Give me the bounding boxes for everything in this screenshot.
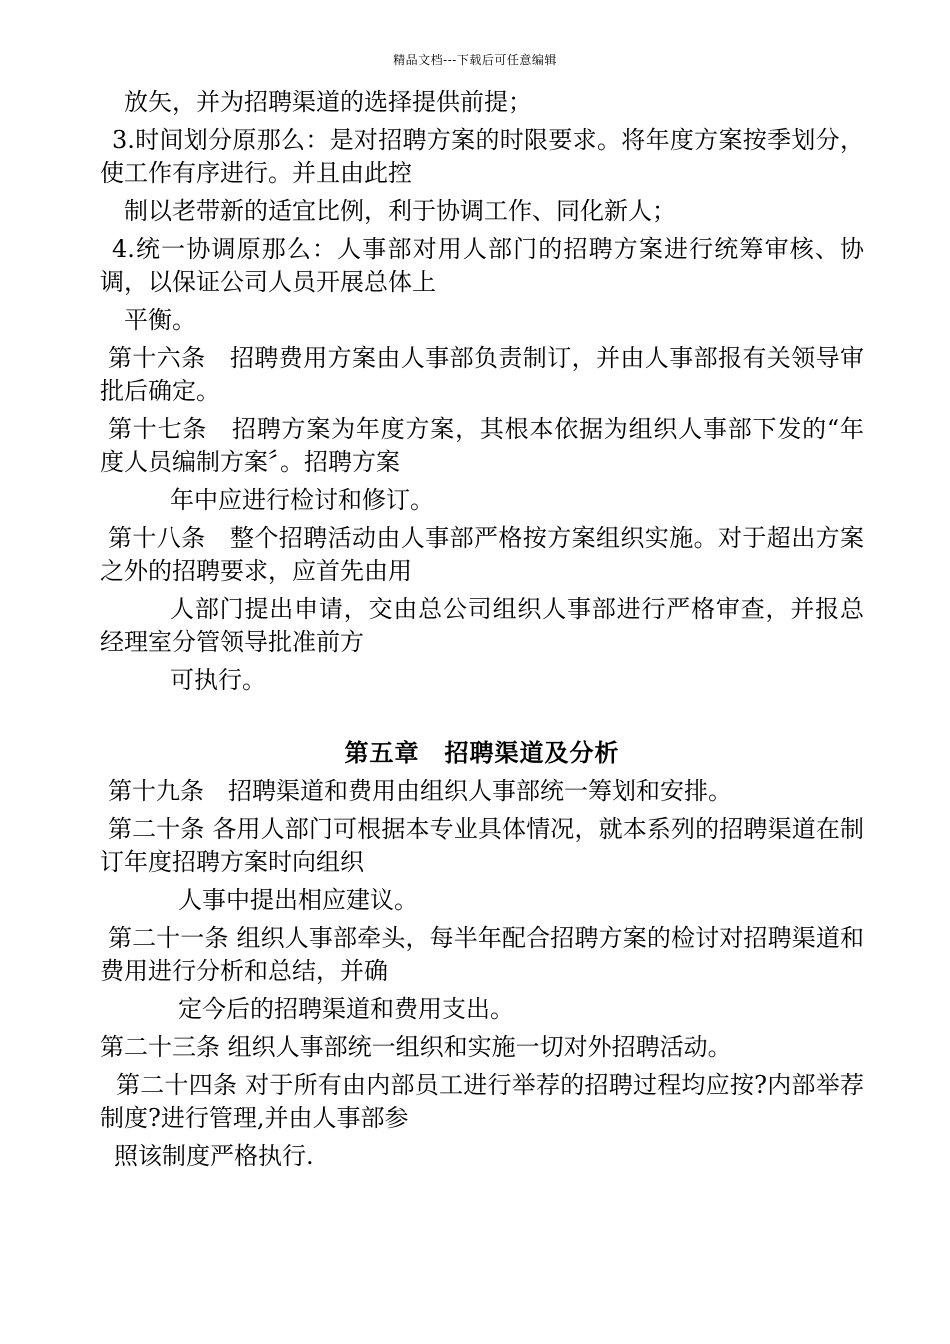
article-21: 第二十一条 组织人事部牵头，每半年配合招聘方案的检讨对招聘渠道和费用进行分析和总结，并确 <box>100 924 864 985</box>
paragraph-5: 平衡。 <box>124 306 196 334</box>
chapter-title: 第五章 招聘渠道及分析 <box>344 739 620 767</box>
article-23: 第二十三条 组织人事部统一组织和实施一切对外招聘活动。 <box>100 1033 732 1061</box>
article-18: 第十八条 整个招聘活动由人事部严格按方案组织实施。对于超出方案之外的招聘要求，应首先由用 <box>100 524 864 585</box>
article-17-cont: 年中应进行检讨和修订。 <box>170 486 434 514</box>
article-24-cont: 照该制度严格执行. <box>114 1142 314 1170</box>
article-19: 第十九条 招聘渠道和费用由组织人事部统一筹划和安排。 <box>108 777 732 805</box>
paragraph-2: 3.时间划分原那么：是对招聘方案的时限要求。将年度方案按季划分，使工作有序进行。并且由此控 <box>100 126 864 187</box>
page-header: 精品文档---下载后可任意编辑 <box>393 53 557 67</box>
article-20-cont: 人事中提出相应建议。 <box>178 886 418 914</box>
article-20: 第二十条 各用人部门可根据本专业具体情况，就本系列的招聘渠道在制订年度招聘方案时向组织 <box>100 815 864 876</box>
article-24: 第二十四条 对于所有由内部员工进行举荐的招聘过程均应按?内部举荐制度?进行管理,并由人事部参 <box>100 1071 864 1132</box>
document-body <box>100 86 864 1178</box>
article-16: 第十六条 招聘费用方案由人事部负责制订，并由人事部报有关领导审批后确定。 <box>100 344 864 405</box>
article-21-cont: 定今后的招聘渠道和费用支出。 <box>178 995 514 1023</box>
paragraph-1: 放矢，并为招聘渠道的选择提供前提； <box>124 88 532 116</box>
article-18-cont: 人部门提出申请，交由总公司组织人事部进行严格审查，并报总经理室分管领导批准前方 <box>100 595 864 656</box>
paragraph-3: 制以老带新的适宜比例，利于协调工作、同化新人； <box>124 197 676 225</box>
paragraph-4: 4.统一协调原那么：人事部对用人部门的招聘方案进行统筹审核、协调，以保证公司人员开展总体上 <box>100 235 864 296</box>
article-17: 第十七条 招聘方案为年度方案，其根本依据为组织人事部下发的“年度人员编制方案〞。招聘方案 <box>100 415 864 476</box>
article-18-end: 可执行。 <box>170 666 266 694</box>
